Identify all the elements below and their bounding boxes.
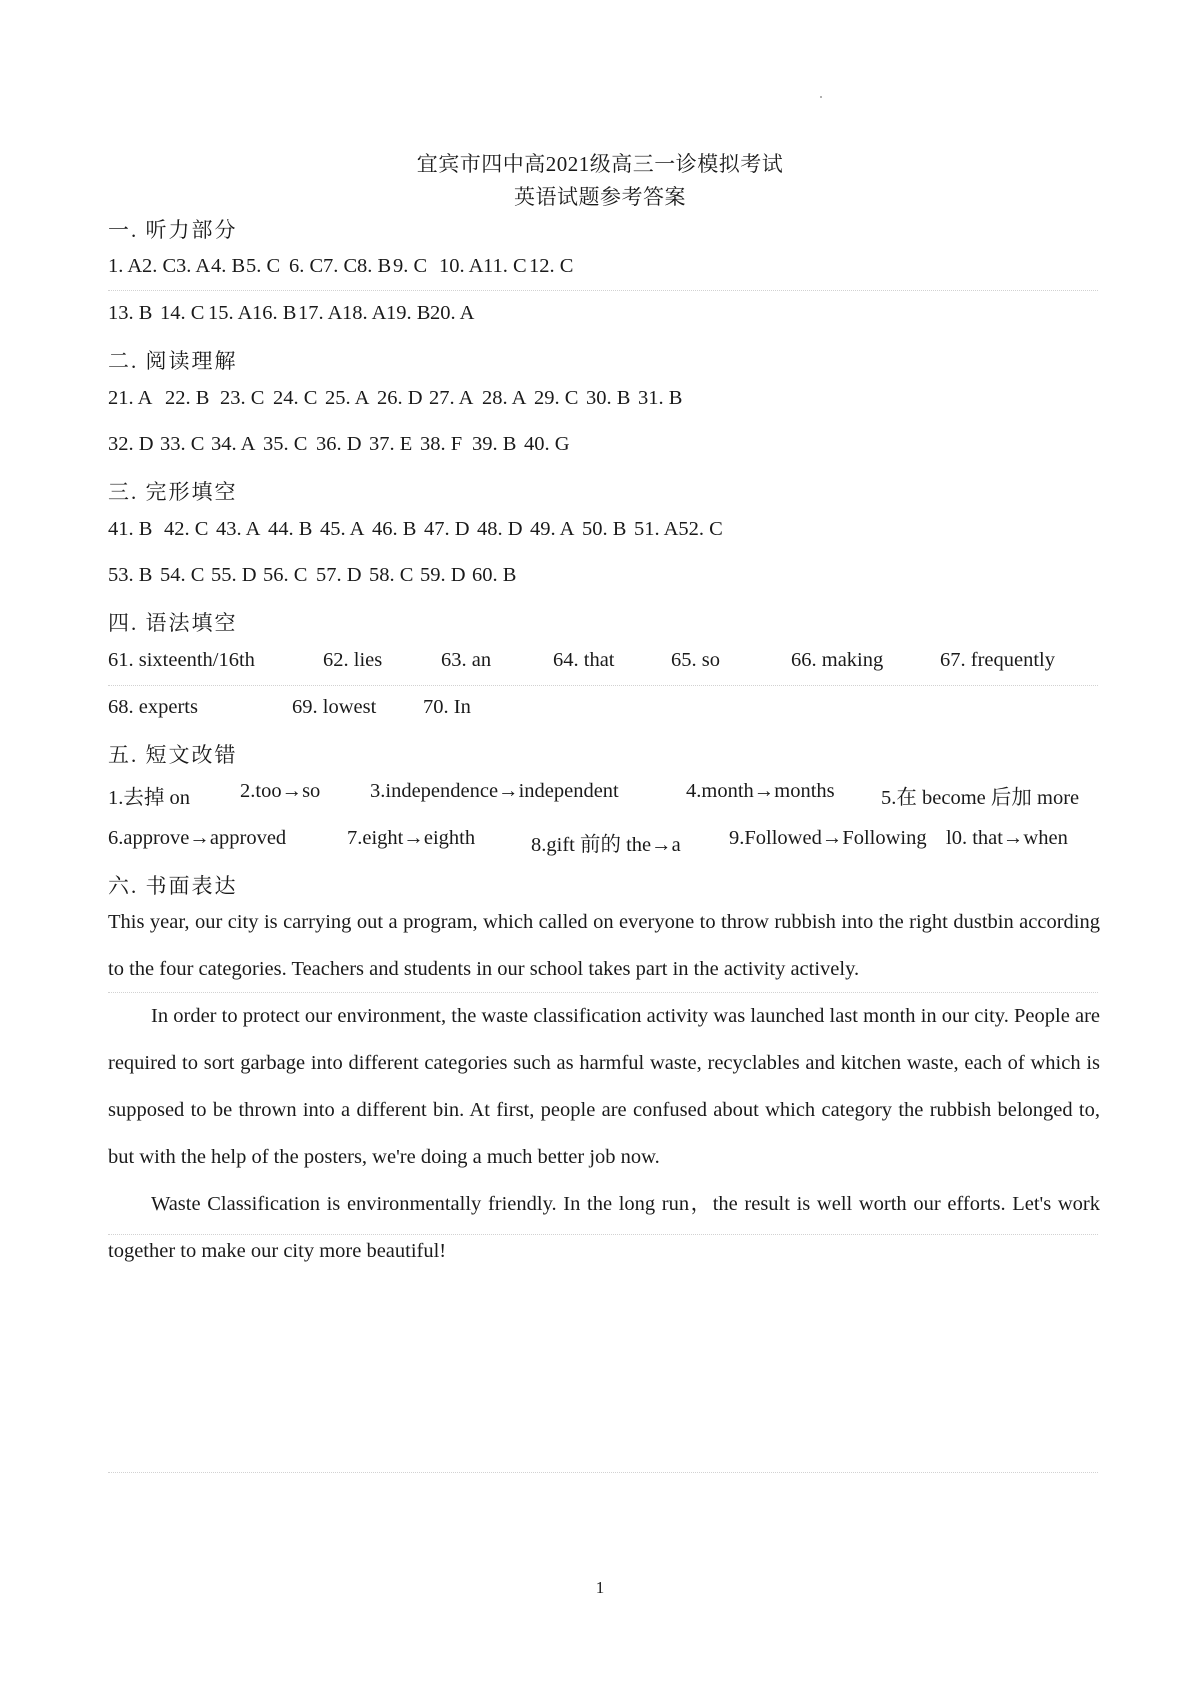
answer-item: l0. that→when [946,827,1068,849]
cloze-answers-row-1 [108,518,1098,548]
answer-item: 5. C [246,255,281,277]
cloze-heading: 三. 完形填空 [108,480,238,504]
answer-item: 56. C [263,564,308,586]
answer-item: 2.too→so [240,780,321,802]
answer-item: 68. experts [108,696,198,718]
answer-item: 3. A [176,255,211,277]
document-title: 宜宾市四中高2021级高三一诊模拟考试 [416,152,784,176]
answer-item: 4.month→months [686,780,835,802]
document-subtitle: 英语试题参考答案 [514,185,686,209]
answer-item: 12. C [529,255,574,277]
reading-heading: 二. 阅读理解 [108,349,238,373]
answer-item: 29. C [534,387,579,409]
answer-item: 14. C [160,302,205,324]
answer-item: 16. B [252,302,297,324]
answer-item: 7.eight→eighth [347,827,476,849]
answer-item: 34. A [211,433,256,455]
answer-item: 24. C [273,387,318,409]
answer-item: 45. A [320,518,365,540]
answer-item: 17. A [298,302,343,324]
answer-item: 47. D [424,518,470,540]
answer-item: 51. A52. C [634,518,723,540]
answer-item: 39. B [472,433,517,455]
listening-answers-row-1 [108,255,1098,285]
listening-answers-row-2 [108,302,1098,332]
answer-item: 6. C [289,255,324,277]
reading-answers-row-2 [108,433,1098,463]
answer-item: 54. C [160,564,205,586]
cloze-answers-row-2 [108,564,1098,594]
answer-item: 28. A [482,387,527,409]
answer-item: 23. C [220,387,265,409]
writing-heading: 六. 书面表达 [108,874,238,898]
answer-item: 22. B [165,387,210,409]
answer-item: 25. A [325,387,370,409]
answer-item: 33. C [160,433,205,455]
answer-item: 6.approve→approved [108,827,287,849]
page-number: 1 [595,1578,605,1597]
answer-item: 57. D [316,564,362,586]
answer-item: 13. B [108,302,153,324]
answer-item: 5.在 become 后加 more [881,787,1080,809]
dotted-rule [108,1234,1098,1235]
answer-item: 20. A [430,302,475,324]
correction-answers-row-2 [108,827,1098,857]
answer-item: 1. A [108,255,143,277]
grammar-answers-row-2 [108,696,1098,726]
answer-item: 9. C [393,255,428,277]
answer-item: 42. C [164,518,209,540]
essay-paragraph-1: This year, our city is carrying out a program, which called on everyone to throw rubbish into the right dustbin according to the four categories. Teachers and students in our school takes part in the activity actively. [108,911,1100,980]
answer-item: 58. C [369,564,414,586]
correction-heading: 五. 短文改错 [108,743,238,767]
answer-item: 41. B [108,518,153,540]
answer-item: 8.gift 前的 the→a [531,834,681,856]
answer-item: 3.independence→independent [370,780,619,802]
answer-item: 64. that [553,649,615,671]
answer-item: 36. D [316,433,362,455]
answer-item: 48. D [477,518,523,540]
answer-item: 62. lies [323,649,383,671]
answer-item: 69. lowest [292,696,377,718]
dotted-rule [108,290,1098,291]
answer-item: 46. B [372,518,417,540]
answer-item: 61. sixteenth/16th [108,649,255,671]
dotted-rule [108,992,1098,993]
scan-dot [820,96,822,98]
answer-item: 21. A [108,387,153,409]
answer-item: 11. C [483,255,527,277]
answer-item: 1.去掉 on [108,787,190,809]
answer-item: 8. B [357,255,392,277]
answer-item: 26. D [377,387,423,409]
answer-item: 15. A [208,302,253,324]
answer-item: 2. C [142,255,177,277]
grammar-answers-row-1 [108,649,1098,679]
answer-item: 38. F [420,433,463,455]
answer-item: 65. so [671,649,720,671]
answer-item: 66. making [791,649,884,671]
answer-item: 70. In [423,696,471,718]
answer-item: 19. B [386,302,431,324]
answer-item: 7. C [323,255,358,277]
answer-item: 27. A [429,387,474,409]
answer-item: 43. A [216,518,261,540]
answer-item: 10. A [439,255,484,277]
answer-item: 67. frequently [940,649,1055,671]
answer-item: 50. B [582,518,627,540]
grammar-heading: 四. 语法填空 [108,611,238,635]
answer-item: 37. E [369,433,413,455]
answer-item: 49. A [530,518,575,540]
reading-answers-row-1 [108,387,1098,417]
answer-item: 53. B [108,564,153,586]
answer-item: 9.Followed→Following [729,827,927,849]
answer-item: 40. G [524,433,570,455]
answer-item: 60. B [472,564,517,586]
writing-essay [108,899,1100,1275]
essay-paragraph-2: In order to protect our environment, the waste classification activity was launched last month in our city. People are required to sort garbage into different categories such as harmful waste, recyclables and kitchen waste, each of which is supposed to be thrown into a different bin. At first, people are confused about which category the rubbish belonged to, but with the help of the posters, we're doing a much better job now. [108,1005,1100,1168]
essay-paragraph-3: Waste Classification is environmentally friendly. In the long run，the result is well worth our efforts. Let's work together to make our city more beautiful! [108,1193,1100,1262]
answer-item: 31. B [638,387,683,409]
answer-item: 35. C [263,433,308,455]
dotted-rule [108,685,1098,686]
dotted-rule [108,1472,1098,1473]
listening-heading: 一. 听力部分 [108,218,238,242]
answer-item: 32. D [108,433,154,455]
answer-item: 30. B [586,387,631,409]
answer-item: 59. D [420,564,466,586]
answer-item: 18. A [342,302,387,324]
answer-item: 55. D [211,564,257,586]
correction-answers-row-1 [108,780,1098,810]
answer-item: 63. an [441,649,492,671]
answer-item: 4. B [211,255,246,277]
answer-item: 44. B [268,518,313,540]
